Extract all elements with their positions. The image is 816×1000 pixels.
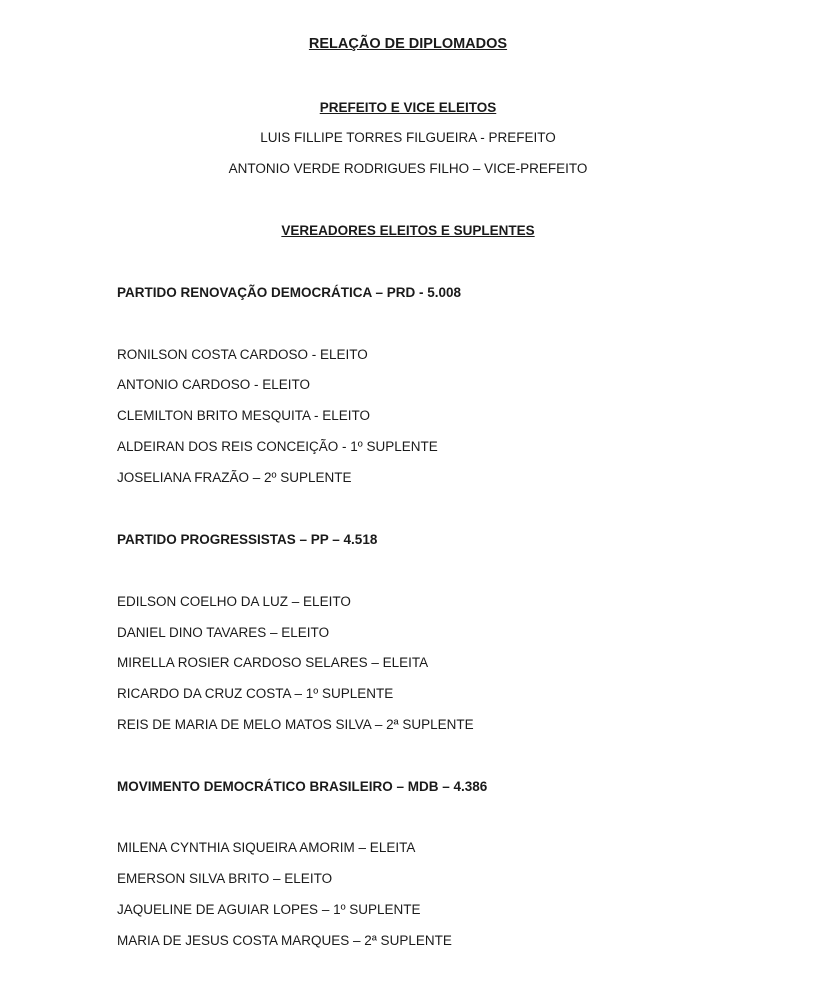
candidate-line: CLEMILTON BRITO MESQUITA - ELEITO: [117, 408, 371, 423]
candidate-line: REIS DE MARIA DE MELO MATOS SILVA – 2ª SUPLENTE: [117, 717, 474, 732]
party-heading-mdb: MOVIMENTO DEMOCRÁTICO BRASILEIRO – MDB – 4.386: [117, 779, 488, 794]
vice-mayor-line: ANTONIO VERDE RODRIGUES FILHO – VICE-PREFEITO: [228, 161, 588, 176]
candidate-line: ALDEIRAN DOS REIS CONCEIÇÃO - 1º SUPLENTE: [117, 439, 438, 454]
candidate-line: RICARDO DA CRUZ COSTA – 1º SUPLENTE: [117, 686, 394, 701]
candidate-line: EDILSON COELHO DA LUZ – ELEITO: [117, 594, 351, 609]
council-section-heading: VEREADORES ELEITOS E SUPLENTES: [281, 223, 535, 238]
mayor-section-heading: PREFEITO E VICE ELEITOS: [319, 100, 497, 115]
candidate-line: MILENA CYNTHIA SIQUEIRA AMORIM – ELEITA: [117, 840, 416, 855]
candidate-line: DANIEL DINO TAVARES – ELEITO: [117, 625, 330, 640]
candidate-line: MARIA DE JESUS COSTA MARQUES – 2ª SUPLENTE: [117, 933, 452, 948]
mayor-line: LUIS FILLIPE TORRES FILGUEIRA - PREFEITO: [260, 130, 556, 145]
party-heading-prd: PARTIDO RENOVAÇÃO DEMOCRÁTICA – PRD - 5.008: [117, 285, 462, 300]
party-heading-pp: PARTIDO PROGRESSISTAS – PP – 4.518: [117, 532, 378, 547]
document-title: RELAÇÃO DE DIPLOMADOS: [308, 36, 508, 52]
candidate-line: RONILSON COSTA CARDOSO - ELEITO: [117, 347, 368, 362]
candidate-line: ANTONIO CARDOSO - ELEITO: [117, 377, 311, 392]
candidate-line: JAQUELINE DE AGUIAR LOPES – 1º SUPLENTE: [117, 902, 421, 917]
candidate-line: EMERSON SILVA BRITO – ELEITO: [117, 871, 333, 886]
candidate-line: JOSELIANA FRAZÃO – 2º SUPLENTE: [117, 470, 352, 485]
candidate-line: MIRELLA ROSIER CARDOSO SELARES – ELEITA: [117, 655, 429, 670]
